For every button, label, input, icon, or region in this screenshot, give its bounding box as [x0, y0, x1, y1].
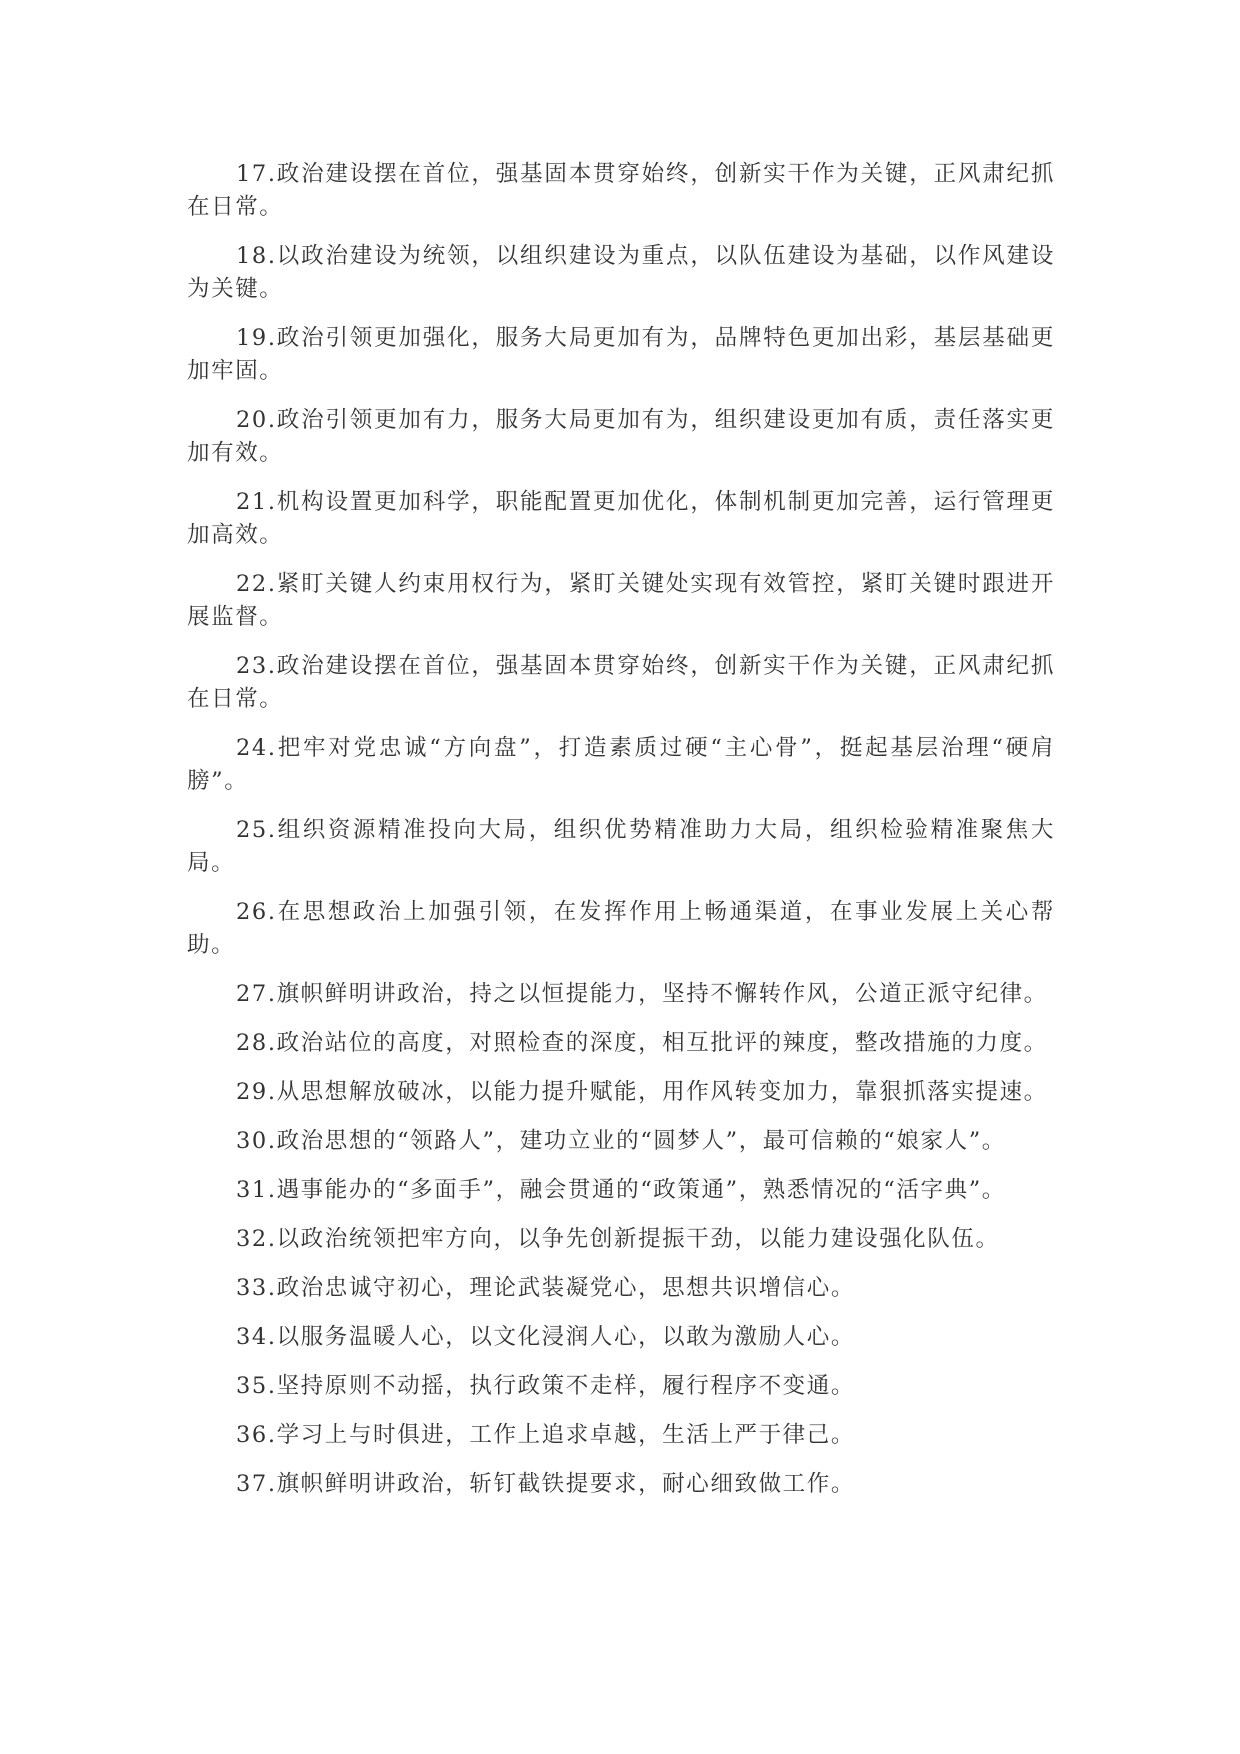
paragraph-18: 18.以政治建设为统领，以组织建设为重点，以队伍建设为基础，以作风建设为关键。 [187, 243, 1055, 302]
paragraph-19: 19.政治引领更加强化，服务大局更加有为，品牌特色更加出彩，基层基础更加牢固。 [187, 325, 1055, 384]
document-body [187, 158, 1055, 1517]
paragraph-36: 36.学习上与时俱进，工作上追求卓越，生活上严于律己。 [236, 1422, 855, 1448]
paragraph-31: 31.遇事能办的“多面手”，融会贯通的“政策通”，熟悉情况的“活字典”。 [236, 1177, 1006, 1203]
paragraph-30: 30.政治思想的“领路人”，建功立业的“圆梦人”，最可信赖的“娘家人”。 [236, 1128, 1006, 1154]
paragraph-17: 17.政治建设摆在首位，强基固本贯穿始终，创新实干作为关键，正风肃纪抓在日常。 [187, 161, 1055, 220]
paragraph-27: 27.旗帜鲜明讲政治，持之以恒提能力，坚持不懈转作风，公道正派守纪律。 [236, 981, 1048, 1007]
paragraph-26: 26.在思想政治上加强引领，在发挥作用上畅通渠道，在事业发展上关心帮助。 [187, 899, 1055, 958]
paragraph-20: 20.政治引领更加有力，服务大局更加有为，组织建设更加有质，责任落实更加有效。 [187, 407, 1055, 466]
paragraph-33: 33.政治忠诚守初心，理论武装凝党心，思想共识增信心。 [236, 1275, 855, 1301]
paragraph-22: 22.紧盯关键人约束用权行为，紧盯关键处实现有效管控，紧盯关键时跟进开展监督。 [187, 571, 1055, 630]
paragraph-37: 37.旗帜鲜明讲政治，斩钉截铁提要求，耐心细致做工作。 [236, 1471, 855, 1497]
paragraph-34: 34.以服务温暖人心，以文化浸润人心，以敢为激励人心。 [236, 1324, 855, 1350]
paragraph-24: 24.把牢对党忠诚“方向盘”，打造素质过硬“主心骨”，挺起基层治理“硬肩膀”。 [187, 735, 1055, 794]
paragraph-35: 35.坚持原则不动摇，执行政策不走样，履行程序不变通。 [236, 1373, 855, 1399]
paragraph-25: 25.组织资源精准投向大局，组织优势精准助力大局，组织检验精准聚焦大局。 [187, 817, 1055, 876]
paragraph-23: 23.政治建设摆在首位，强基固本贯穿始终，创新实干作为关键，正风肃纪抓在日常。 [187, 653, 1055, 712]
paragraph-29: 29.从思想解放破冰，以能力提升赋能，用作风转变加力，靠狠抓落实提速。 [236, 1079, 1048, 1105]
paragraph-28: 28.政治站位的高度，对照检查的深度，相互批评的辣度，整改措施的力度。 [236, 1030, 1048, 1056]
paragraph-21: 21.机构设置更加科学，职能配置更加优化，体制机制更加完善，运行管理更加高效。 [187, 489, 1055, 548]
paragraph-32: 32.以政治统领把牢方向，以争先创新提振干劲，以能力建设强化队伍。 [236, 1226, 1000, 1252]
